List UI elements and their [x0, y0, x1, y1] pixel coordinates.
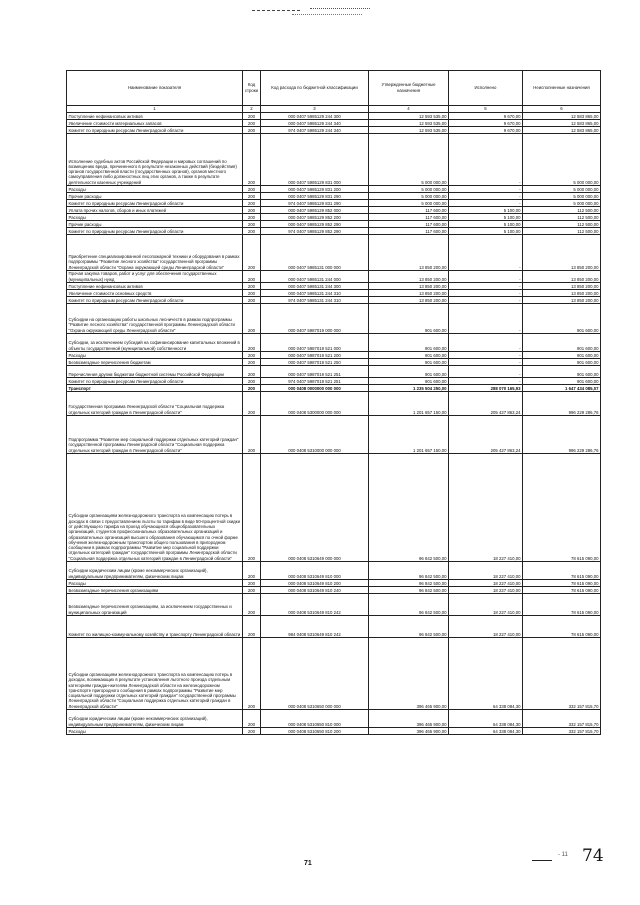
unexecuted-amount-cell: 78 615 090,00 — [523, 587, 601, 594]
approved-amount-cell: 117 600,00 — [369, 207, 449, 214]
unexecuted-amount-cell: 112 500,00 — [523, 228, 601, 235]
unexecuted-amount-cell: 78 615 090,00 — [523, 454, 601, 562]
table-row — [67, 616, 601, 638]
table-row — [67, 127, 601, 134]
budget-code-cell: 984 0408 5310649 810 242 — [261, 616, 369, 638]
executed-amount-cell: 205 427 863,24 — [449, 416, 523, 454]
approved-amount-cell: 5 000 000,00 — [369, 186, 449, 193]
unexecuted-amount-cell: 901 600,00 — [523, 334, 601, 352]
row-code-cell: 200 — [243, 580, 261, 587]
approved-amount-cell: 396 465 900,00 — [369, 728, 449, 735]
budget-code-cell: 000 0407 5985131 244 300 — [261, 283, 369, 290]
approved-amount-cell: 96 842 500,00 — [369, 587, 449, 594]
indicator-name-cell: Расходы — [67, 214, 243, 221]
row-code-cell: 200 — [243, 304, 261, 334]
table-row — [67, 334, 601, 352]
executed-amount-cell: 5 100,00 — [449, 228, 523, 235]
row-code-cell: 200 — [243, 297, 261, 304]
budget-code-cell: 000 0407 5985131 244 000 — [261, 271, 369, 283]
stamp-small-mark: - 11 — [558, 852, 568, 858]
row-code-cell: 200 — [243, 193, 261, 200]
indicator-name-cell: Расходы — [67, 580, 243, 587]
executed-amount-cell: - — [449, 359, 523, 366]
table-row — [67, 594, 601, 616]
executed-amount-cell: 18 227 410,00 — [449, 454, 523, 562]
unexecuted-amount-cell: 5 000 000,00 — [523, 200, 601, 207]
indicator-name-cell: Увеличение стоимости основных средств — [67, 290, 243, 297]
table-row — [67, 193, 601, 200]
approved-amount-cell: 13 850 200,00 — [369, 290, 449, 297]
approved-amount-cell: 96 842 500,00 — [369, 454, 449, 562]
approved-amount-cell: 901 600,00 — [369, 378, 449, 385]
indicator-name-cell: Безвозмездные перечисления организациям, за исключением государственных и муниципальных организаций — [67, 594, 243, 616]
executed-amount-cell: 5 100,00 — [449, 207, 523, 214]
executed-amount-cell: 18 227 410,00 — [449, 580, 523, 587]
column-number-row — [67, 106, 601, 113]
executed-amount-cell: 18 227 410,00 — [449, 616, 523, 638]
approved-amount-cell: 96 842 500,00 — [369, 616, 449, 638]
page-number: 71 — [304, 860, 312, 867]
unexecuted-amount-cell: 996 229 286,76 — [523, 392, 601, 416]
indicator-name-cell: Субсидии на организацию работы школьных лесничеств в рамках подпрограммы "Развитие лесного хозяйства" государственной программы Ленинградской области "Охрана окружающей среды Ленинградской области" — [67, 304, 243, 334]
row-code-cell: 200 — [243, 186, 261, 193]
row-code-cell: 200 — [243, 221, 261, 228]
approved-amount-cell: 13 850 200,00 — [369, 235, 449, 271]
table-row — [67, 271, 601, 283]
column-number: 4 — [369, 106, 449, 113]
header-indicator-name: Наименование показателя — [67, 71, 243, 106]
approved-amount-cell: 12 593 535,00 — [369, 127, 449, 134]
unexecuted-amount-cell: 13 850 200,00 — [523, 283, 601, 290]
row-code-cell: 200 — [243, 214, 261, 221]
row-code-cell: 200 — [243, 283, 261, 290]
table-row — [67, 304, 601, 334]
indicator-name-cell: Увеличение стоимости материальных запасов — [67, 120, 243, 127]
indicator-name-cell: Перечисления другим бюджетам бюджетной системы Российской Федерации — [67, 366, 243, 378]
budget-code-cell: 000 0407 5985131 244 310 — [261, 290, 369, 297]
table-row — [67, 283, 601, 290]
unexecuted-amount-cell: 901 600,00 — [523, 352, 601, 359]
approved-amount-cell: 396 465 900,00 — [369, 638, 449, 710]
executed-amount-cell: 288 070 165,93 — [449, 385, 523, 392]
unexecuted-amount-cell: 13 850 200,00 — [523, 235, 601, 271]
indicator-name-cell: Приобретение специализированной лесопожарной техники и оборудования в рамках подпрограммы "Развитие лесного хозяйства" государственной программы Ленинградской области "Охрана окружающей среды Ленинградской области" — [67, 235, 243, 271]
header-row-code: Код строки — [243, 71, 261, 106]
table-row — [67, 186, 601, 193]
approved-amount-cell: 1 201 657 150,00 — [369, 392, 449, 416]
column-number: 3 — [261, 106, 369, 113]
approved-amount-cell: 12 593 535,00 — [369, 113, 449, 120]
executed-amount-cell: 18 227 410,00 — [449, 594, 523, 616]
budget-code-cell: 974 0407 5985129 244 340 — [261, 127, 369, 134]
unexecuted-amount-cell: 13 850 200,00 — [523, 297, 601, 304]
budget-code-cell: 000 0408 5310650 810 000 — [261, 710, 369, 728]
row-code-cell: 200 — [243, 334, 261, 352]
indicator-name-cell: Комитет по природным ресурсам Ленинградской области — [67, 127, 243, 134]
executed-amount-cell: - — [449, 366, 523, 378]
approved-amount-cell: 117 600,00 — [369, 221, 449, 228]
budget-code-cell: 000 0408 5310649 810 242 — [261, 594, 369, 616]
executed-amount-cell: - — [449, 290, 523, 297]
budget-code-cell: 000 0408 5310650 810 200 — [261, 728, 369, 735]
unexecuted-amount-cell: 78 615 090,00 — [523, 580, 601, 587]
unexecuted-amount-cell: 332 157 815,70 — [523, 728, 601, 735]
unexecuted-amount-cell: 901 600,00 — [523, 378, 601, 385]
row-code-cell: 200 — [243, 127, 261, 134]
approved-amount-cell: 901 600,00 — [369, 352, 449, 359]
budget-code-cell: 000 0408 5300000 000 000 — [261, 392, 369, 416]
table-row — [67, 297, 601, 304]
table-row — [67, 235, 601, 271]
row-code-cell: 200 — [243, 359, 261, 366]
approved-amount-cell: 1 235 504 250,00 — [369, 385, 449, 392]
indicator-name-cell: Уплата прочих налогов, сборов и иных платежей — [67, 207, 243, 214]
row-code-cell: 200 — [243, 616, 261, 638]
row-code-cell: 200 — [243, 378, 261, 385]
indicator-name-cell: Субсидии юридическим лицам (кроме некоммерческих организаций), индивидуальным предпринимателям, физическим лицам — [67, 710, 243, 728]
budget-code-cell: 000 0407 5985129 244 300 — [261, 113, 369, 120]
unexecuted-amount-cell: 996 229 286,76 — [523, 416, 601, 454]
executed-amount-cell: - — [449, 304, 523, 334]
row-code-cell: 200 — [243, 587, 261, 594]
unexecuted-amount-cell: 12 583 865,00 — [523, 127, 601, 134]
stamp-sheet-number: 74 — [582, 846, 604, 866]
unexecuted-amount-cell: 1 647 434 085,07 — [523, 385, 601, 392]
executed-amount-cell: 64 338 084,30 — [449, 728, 523, 735]
table-row — [67, 290, 601, 297]
indicator-name-cell: Расходы — [67, 186, 243, 193]
header-budget-code: Код расхода по бюджетной классификации — [261, 71, 369, 106]
column-number: 2 — [243, 106, 261, 113]
column-number: 5 — [449, 106, 523, 113]
executed-amount-cell: 9 670,00 — [449, 113, 523, 120]
row-code-cell: 200 — [243, 710, 261, 728]
approved-amount-cell: 13 850 200,00 — [369, 271, 449, 283]
row-code-cell: 200 — [243, 638, 261, 710]
indicator-name-cell: Транспорт — [67, 385, 243, 392]
budget-code-cell: 000 0407 5985129 852 200 — [261, 214, 369, 221]
executed-amount-cell: - — [449, 334, 523, 352]
budget-code-cell: 000 0408 5310649 810 200 — [261, 580, 369, 587]
indicator-name-cell: Комитет по жилищно-коммунальному хозяйству и транспорту Ленинградской области — [67, 616, 243, 638]
indicator-name-cell: Расходы — [67, 728, 243, 735]
unexecuted-amount-cell: 112 500,00 — [523, 214, 601, 221]
row-code-cell: 200 — [243, 113, 261, 120]
approved-amount-cell: 901 600,00 — [369, 334, 449, 352]
table-row — [67, 416, 601, 454]
row-code-cell: 200 — [243, 271, 261, 283]
budget-code-cell: 000 0408 5310649 810 000 — [261, 562, 369, 580]
indicator-name-cell: Прочая закупка товаров, работ и услуг для обеспечения государственных (муниципальных) нужд — [67, 271, 243, 283]
budget-code-cell: 000 0407 5987019 521 000 — [261, 334, 369, 352]
executed-amount-cell: - — [449, 193, 523, 200]
approved-amount-cell: 117 600,00 — [369, 214, 449, 221]
row-code-cell: 200 — [243, 290, 261, 297]
indicator-name-cell: Субсидии юридическим лицам (кроме некоммерческих организаций), индивидуальным предпринимателям, физическим лицам — [67, 562, 243, 580]
row-code-cell: 200 — [243, 235, 261, 271]
indicator-name-cell: Государственная программа Ленинградской области "Социальная поддержка отдельных категорий граждан в Ленинградской области" — [67, 392, 243, 416]
table-row — [67, 214, 601, 221]
executed-amount-cell: - — [449, 352, 523, 359]
executed-amount-cell: 9 670,00 — [449, 127, 523, 134]
header-executed: Исполнено — [449, 71, 523, 106]
approved-amount-cell: 396 465 900,00 — [369, 710, 449, 728]
indicator-name-cell: Расходы — [67, 352, 243, 359]
budget-code-cell: 000 0408 5310649 810 240 — [261, 587, 369, 594]
approved-amount-cell: 96 842 500,00 — [369, 594, 449, 616]
approved-amount-cell: 901 600,00 — [369, 304, 449, 334]
indicator-name-cell: Безвозмездные перечисления организациям — [67, 587, 243, 594]
budget-code-cell: 000 0407 5985131 000 000 — [261, 235, 369, 271]
table-row — [67, 120, 601, 127]
table-body — [67, 113, 601, 735]
indicator-name-cell: Подпрограмма "Развитие мер социальной поддержки отдельных категорий граждан" государственной программы Ленинградской области "Социальная поддержка отдельных категорий граждан в Ленинградской области" — [67, 416, 243, 454]
executed-amount-cell: - — [449, 235, 523, 271]
budget-code-cell: 000 0407 5985129 831 000 — [261, 134, 369, 186]
executed-amount-cell: - — [449, 283, 523, 290]
budget-code-cell: 974 0407 5985129 831 290 — [261, 200, 369, 207]
approved-amount-cell: 13 850 200,00 — [369, 283, 449, 290]
unexecuted-amount-cell: 13 850 200,00 — [523, 290, 601, 297]
table-header-row — [67, 71, 601, 106]
unexecuted-amount-cell: 12 583 865,00 — [523, 120, 601, 127]
indicator-name-cell: Безвозмездные перечисления бюджетам — [67, 359, 243, 366]
executed-amount-cell: 9 670,00 — [449, 120, 523, 127]
approved-amount-cell: 117 600,00 — [369, 228, 449, 235]
indicator-name-cell: Субсидии, за исключением субсидий на софинансирование капитальных вложений в объекты государственной (муниципальной) собственности — [67, 334, 243, 352]
approved-amount-cell: 13 850 200,00 — [369, 297, 449, 304]
executed-amount-cell: 5 100,00 — [449, 221, 523, 228]
table-row — [67, 580, 601, 587]
executed-amount-cell: 64 338 084,30 — [449, 710, 523, 728]
indicator-name-cell: Комитет по природным ресурсам Ленинградской области — [67, 200, 243, 207]
executed-amount-cell: 64 338 084,30 — [449, 638, 523, 710]
executed-amount-cell: - — [449, 200, 523, 207]
executed-amount-cell: 5 100,00 — [449, 214, 523, 221]
table-row — [67, 385, 601, 392]
indicator-name-cell: Поступление нефинансовых активов — [67, 283, 243, 290]
row-code-cell: 200 — [243, 562, 261, 580]
indicator-name-cell: Прочие расходы — [67, 193, 243, 200]
budget-code-cell: 000 0407 5985129 852 290 — [261, 221, 369, 228]
row-code-cell: 200 — [243, 207, 261, 214]
row-code-cell: 200 — [243, 416, 261, 454]
unexecuted-amount-cell: 5 000 000,00 — [523, 186, 601, 193]
indicator-name-cell: Комитет по природным ресурсам Ленинградской области — [67, 297, 243, 304]
table-row — [67, 378, 601, 385]
executed-amount-cell: - — [449, 186, 523, 193]
table-row — [67, 710, 601, 728]
approved-amount-cell: 1 201 657 150,00 — [369, 416, 449, 454]
unexecuted-amount-cell: 78 615 090,00 — [523, 594, 601, 616]
table-row — [67, 587, 601, 594]
indicator-name-cell: Поступление нефинансовых активов — [67, 113, 243, 120]
budget-code-cell: 000 0408 5310650 000 000 — [261, 638, 369, 710]
header-approved: Утвержденные бюджетные назначения — [369, 71, 449, 106]
unexecuted-amount-cell: 78 615 090,00 — [523, 616, 601, 638]
budget-code-cell: 974 0407 5985129 852 290 — [261, 228, 369, 235]
table-row — [67, 562, 601, 580]
handwritten-sheet-number — [532, 848, 604, 870]
indicator-name-cell: Исполнение судебных актов Российской Федерации и мировых соглашений по возмещению вреда, причиненного в результате незаконных действий (бездействия) органов государственной власти (государственных органов), органов местного самоуправления либо должностных лиц этих органов, а также в результате деятельности казенных учреждений — [67, 134, 243, 186]
unexecuted-amount-cell: 78 615 090,00 — [523, 562, 601, 580]
table-row — [67, 366, 601, 378]
table-row — [67, 352, 601, 359]
row-code-cell: 200 — [243, 352, 261, 359]
unexecuted-amount-cell: 112 500,00 — [523, 221, 601, 228]
budget-code-cell: 000 0407 5985129 852 000 — [261, 207, 369, 214]
executed-amount-cell: - — [449, 378, 523, 385]
unexecuted-amount-cell: 112 500,00 — [523, 207, 601, 214]
budget-code-cell: 974 0407 5985131 244 310 — [261, 297, 369, 304]
row-code-cell: 200 — [243, 228, 261, 235]
budget-code-cell: 000 0407 5987019 521 251 — [261, 366, 369, 378]
approved-amount-cell: 901 600,00 — [369, 366, 449, 378]
row-code-cell: 200 — [243, 454, 261, 562]
executed-amount-cell: 18 227 410,00 — [449, 587, 523, 594]
budget-execution-table — [66, 70, 601, 735]
unexecuted-amount-cell: 13 850 200,00 — [523, 271, 601, 283]
row-code-cell: 200 — [243, 594, 261, 616]
executed-amount-cell: - — [449, 271, 523, 283]
approved-amount-cell: 12 593 535,00 — [369, 120, 449, 127]
unexecuted-amount-cell: 901 600,00 — [523, 304, 601, 334]
table-row — [67, 454, 601, 562]
unexecuted-amount-cell: 901 600,00 — [523, 366, 601, 378]
indicator-name-cell: Комитет по природным ресурсам Ленинградской области — [67, 378, 243, 385]
approved-amount-cell: 5 000 000,00 — [369, 193, 449, 200]
approved-amount-cell: 901 600,00 — [369, 359, 449, 366]
header-unexecuted: Неисполненные назначения — [523, 71, 601, 106]
row-code-cell: 200 — [243, 366, 261, 378]
budget-code-cell: 000 0407 5987019 521 250 — [261, 359, 369, 366]
row-code-cell: 200 — [243, 120, 261, 127]
column-number: 1 — [67, 106, 243, 113]
indicator-name-cell: Субсидии организациям железнодорожного транспорта на компенсацию потерь в доходах, возникающих в результате установления льготного проезда отдельным категориям граждан-жителям Ленинградской области на железнодорожном транспорте пригородного сообщения в рамках подпрограммы "Развитие мер социальной поддержки отдельных категорий граждан" государственной программы Ленинградской области "Социальная поддержка отдельных категорий граждан в Ленинградской области" — [67, 638, 243, 710]
budget-code-cell: 000 0408 5310000 000 000 — [261, 416, 369, 454]
table-row — [67, 228, 601, 235]
executed-amount-cell: 205 427 863,24 — [449, 392, 523, 416]
indicator-name-cell: Субсидии организациям железнодорожного транспорта на компенсацию потерь в доходах в связи с предоставлением льготы по тарифам в виде 50-процентной скидки от действующего тарифа на проезд обучающихся общеобразовательных организаций, студентов профессиональных образовательных организаций и образовательных организаций высшего образования обучающимся по очной форме обучения железнодорожным транспортом общего пользования в пригородном сообщении в рамках подпрограммы "Развитие мер социальной поддержки отдельных категорий граждан" государственной программы Ленинградской области "Социальная поддержка отдельных категорий граждан в Ленинградской области" — [67, 454, 243, 562]
budget-code-cell: 000 0408 0000000 000 000 — [261, 385, 369, 392]
table-row — [67, 221, 601, 228]
table-row — [67, 728, 601, 735]
executed-amount-cell: 18 227 410,00 — [449, 562, 523, 580]
row-code-cell: 200 — [243, 728, 261, 735]
executed-amount-cell: - — [449, 134, 523, 186]
table-row — [67, 200, 601, 207]
budget-code-cell: 000 0407 5987019 000 000 — [261, 304, 369, 334]
unexecuted-amount-cell: 5 000 000,00 — [523, 193, 601, 200]
table-row — [67, 359, 601, 366]
approved-amount-cell: 96 842 500,00 — [369, 562, 449, 580]
approved-amount-cell: 5 000 000,00 — [369, 200, 449, 207]
budget-code-cell: 000 0407 5985129 831 290 — [261, 193, 369, 200]
row-code-cell: 200 — [243, 385, 261, 392]
unexecuted-amount-cell: 332 157 815,70 — [523, 710, 601, 728]
row-code-cell: 200 — [243, 134, 261, 186]
approved-amount-cell: 5 000 000,00 — [369, 134, 449, 186]
budget-code-cell: 000 0407 5985129 244 340 — [261, 120, 369, 127]
budget-code-cell: 000 0407 5987019 521 200 — [261, 352, 369, 359]
indicator-name-cell: Комитет по природным ресурсам Ленинградской области — [67, 228, 243, 235]
indicator-name-cell: Прочие расходы — [67, 221, 243, 228]
table-row — [67, 392, 601, 416]
table-row — [67, 207, 601, 214]
budget-code-cell: 000 0407 5985129 831 200 — [261, 186, 369, 193]
executed-amount-cell: - — [449, 297, 523, 304]
table-row — [67, 638, 601, 710]
unexecuted-amount-cell: 332 157 815,70 — [523, 638, 601, 710]
unexecuted-amount-cell: 12 583 865,00 — [523, 113, 601, 120]
row-code-cell: 200 — [243, 392, 261, 416]
unexecuted-amount-cell: 901 600,00 — [523, 359, 601, 366]
approved-amount-cell: 96 842 500,00 — [369, 580, 449, 587]
column-number: 6 — [523, 106, 601, 113]
row-code-cell: 200 — [243, 200, 261, 207]
table-row — [67, 113, 601, 120]
table-row — [67, 134, 601, 186]
budget-code-cell: 000 0408 5310649 000 000 — [261, 454, 369, 562]
budget-code-cell: 974 0407 5987019 521 251 — [261, 378, 369, 385]
header-scan-marks — [252, 6, 382, 20]
unexecuted-amount-cell: 5 000 000,00 — [523, 134, 601, 186]
